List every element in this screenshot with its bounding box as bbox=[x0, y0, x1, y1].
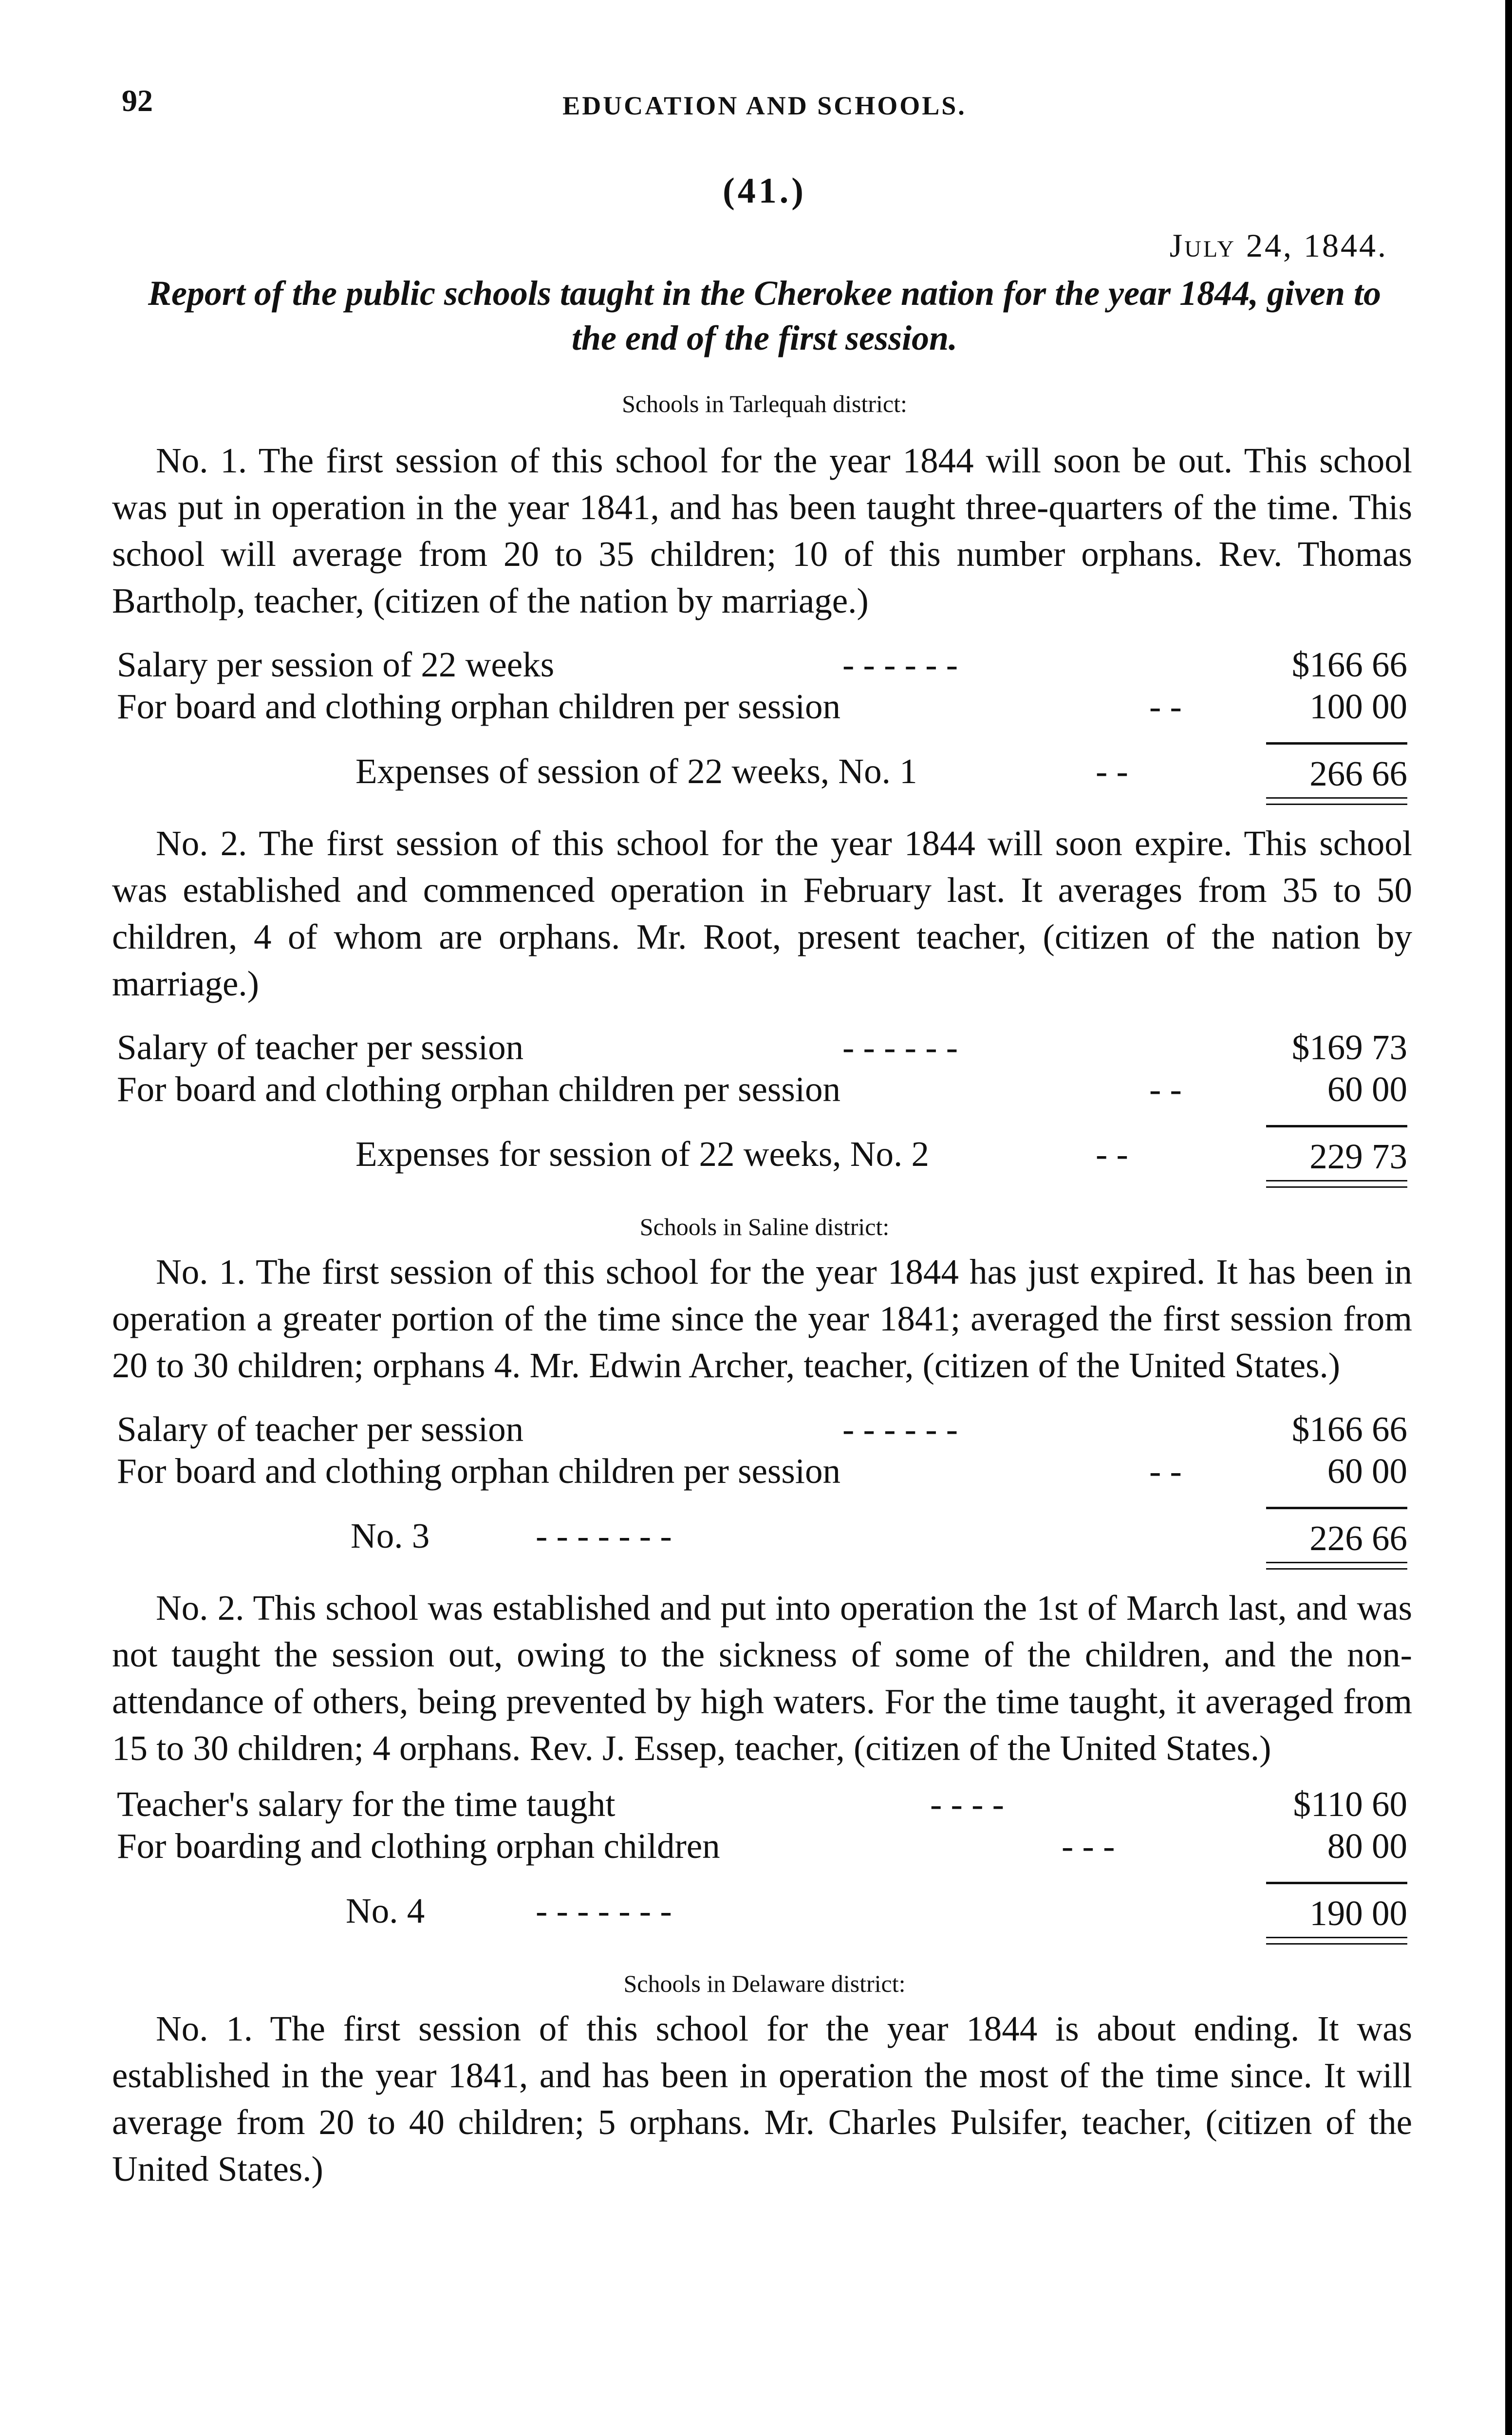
expense-total-row bbox=[112, 1882, 1417, 1940]
total-label: No. 4 bbox=[346, 1891, 425, 1930]
leader-dashes: - - - - - - bbox=[842, 645, 958, 684]
school-description: No. 1. The first session of this school for the year 1844 is about ending. It was established in the year 1841, and has been in operation the most of the time since. It will average from 20 to 40 children; 5 orphans. Mr. Charles Pulsifer, teacher, (citizen of the United States.) bbox=[112, 2009, 1412, 2189]
running-title: EDUCATION AND SCHOOLS. bbox=[562, 91, 967, 120]
document-page bbox=[112, 83, 1417, 2192]
leader-dashes: - - bbox=[1096, 751, 1128, 791]
leader-dashes: - - bbox=[1149, 687, 1182, 726]
leader-dashes: - - - - bbox=[930, 1784, 1004, 1824]
expense-amount: 60 00 bbox=[1327, 1451, 1407, 1491]
school-description: No. 1. The first session of this school for the year 1844 will soon be out. This school was put in operation in the year 1841, and has been taught three-quarters of the time. This school will average from 20 to 35 children; 10 of this number orphans. Rev. Thomas Bartholp, teacher, (citizen of the nation by marriage.) bbox=[112, 441, 1412, 620]
total-amount: 266 66 bbox=[1266, 742, 1407, 803]
school-entry bbox=[112, 820, 1417, 1183]
running-head bbox=[112, 83, 1417, 136]
expense-row bbox=[112, 1068, 1417, 1110]
expense-list bbox=[112, 644, 1417, 801]
district-heading: Schools in Delaware district: bbox=[623, 1970, 906, 1997]
school-entry bbox=[112, 437, 1417, 801]
expense-label: Salary per session of 22 weeks bbox=[117, 645, 555, 684]
document-number: (41.) bbox=[723, 171, 806, 211]
expense-label: For board and clothing orphan children per session bbox=[117, 1451, 841, 1491]
expense-label: For board and clothing orphan children per session bbox=[117, 1069, 841, 1109]
expense-row bbox=[112, 1450, 1417, 1492]
page-number: 92 bbox=[122, 83, 153, 118]
expense-total-row bbox=[112, 742, 1417, 801]
total-amount: 190 00 bbox=[1266, 1882, 1407, 1943]
leader-dashes: - - - - - - - bbox=[536, 1891, 672, 1930]
expense-row bbox=[112, 1408, 1417, 1450]
expense-label: Salary of teacher per session bbox=[117, 1409, 524, 1449]
expense-label: For board and clothing orphan children per session bbox=[117, 687, 841, 726]
school-description: No. 1. The first session of this school for the year 1844 has just expired. It has been in operation a greater portion of the time since the year 1841; averaged the first session from 20 to 30 children; orphans 4. Mr. Edwin Archer, teacher, (citizen of the United States.) bbox=[112, 1252, 1412, 1385]
leader-dashes: - - - - - - bbox=[842, 1409, 958, 1449]
expense-label: Salary of teacher per session bbox=[117, 1028, 524, 1067]
leader-dashes: - - - - - - - bbox=[536, 1516, 672, 1555]
leader-dashes: - - bbox=[1149, 1069, 1182, 1109]
leader-dashes: - - bbox=[1149, 1451, 1182, 1491]
expense-label: Teacher's salary for the time taught bbox=[117, 1784, 616, 1824]
expense-amount: 60 00 bbox=[1327, 1069, 1407, 1109]
total-label: No. 3 bbox=[351, 1516, 430, 1555]
expense-amount: 80 00 bbox=[1327, 1826, 1407, 1866]
school-description: No. 2. The first session of this school for the year 1844 will soon expire. This school was established and commenced operation in February last. It averages from 35 to 50 children, 4 of whom are orphans. Mr. Root, present teacher, (citizen of the nation by marriage.) bbox=[112, 824, 1412, 1003]
total-amount: 226 66 bbox=[1266, 1507, 1407, 1568]
expense-amount: $169 73 bbox=[1291, 1028, 1407, 1067]
expense-row bbox=[112, 644, 1417, 686]
report-title: Report of the public schools taught in the Cherokee nation for the year 1844, given to the end of the first session. bbox=[148, 274, 1381, 357]
leader-dashes: - - bbox=[1096, 1134, 1128, 1174]
expense-row bbox=[112, 1825, 1417, 1867]
expense-row bbox=[112, 1783, 1417, 1825]
report-date: July 24, 1844. bbox=[1169, 227, 1388, 264]
school-description: No. 2. This school was established and put into operation the 1st of March last, and was not taught the session out, owing to the sickness of some of the children, and the non-attendance of others, being prevented by high waters. For the time taught, it averaged from 15 to 30 children; 4 orphans. Rev. J. Essep, teacher, (citizen of the United States.) bbox=[112, 1588, 1412, 1768]
total-amount: 229 73 bbox=[1266, 1125, 1407, 1186]
expense-row bbox=[112, 686, 1417, 728]
expense-total-row bbox=[112, 1507, 1417, 1565]
district-heading: Schools in Saline district: bbox=[639, 1213, 890, 1240]
expense-total-row bbox=[112, 1125, 1417, 1183]
expense-amount: $166 66 bbox=[1291, 1409, 1407, 1449]
expense-amount: $166 66 bbox=[1291, 645, 1407, 684]
total-label: Expenses of session of 22 weeks, No. 1 bbox=[355, 751, 917, 791]
expense-list bbox=[112, 1783, 1417, 1940]
district-heading: Schools in Tarlequah district: bbox=[622, 390, 907, 417]
leader-dashes: - - - - - - bbox=[842, 1028, 958, 1067]
school-entry bbox=[112, 2005, 1417, 2192]
total-label: Expenses for session of 22 weeks, No. 2 bbox=[355, 1134, 929, 1174]
expense-list bbox=[112, 1027, 1417, 1183]
school-entry bbox=[112, 1585, 1417, 1940]
expense-amount: $110 60 bbox=[1293, 1784, 1407, 1824]
expense-label: For boarding and clothing orphan children bbox=[117, 1826, 720, 1866]
expense-amount: 100 00 bbox=[1309, 687, 1407, 726]
school-entry bbox=[112, 1249, 1417, 1565]
expense-list bbox=[112, 1408, 1417, 1565]
leader-dashes: - - - bbox=[1062, 1826, 1115, 1866]
expense-row bbox=[112, 1027, 1417, 1068]
